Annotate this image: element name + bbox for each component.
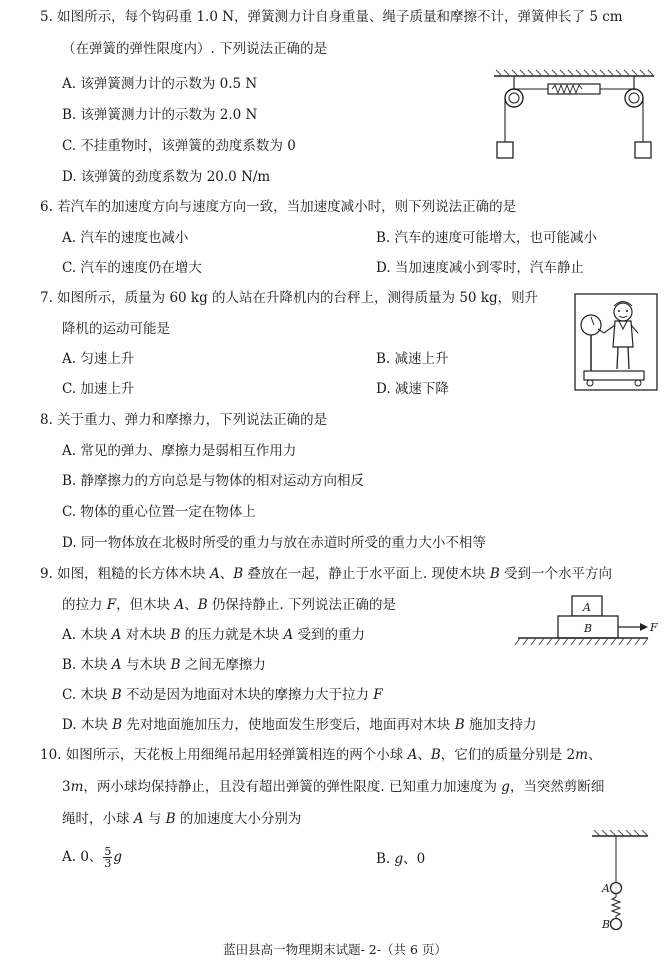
q5-option-c: C. 不挂重物时，该弹簧的劲度系数为 0 [62, 138, 296, 154]
q10-option-a-fraction: $\frac{5}{3}$ [104, 845, 112, 870]
q9-blocks-figure [514, 592, 658, 648]
q7-option-b: B. 减速上升 [376, 351, 449, 367]
q10-option-b: B. g、0 [376, 851, 426, 867]
q6-option-a: A. 汽车的速度也减小 [62, 230, 189, 246]
q7-option-a: A. 匀速上升 [62, 351, 135, 367]
q9-option-a: A. 木块 A 对木块 B 的压力就是木块 A 受到的重力 [62, 627, 366, 643]
q9-fig-label-b: B [583, 622, 593, 635]
q9-fig-label-a: A [583, 601, 591, 614]
q9-fig-label-f: F [650, 621, 658, 634]
q6-option-c: C. 汽车的速度仍在增大 [62, 260, 202, 276]
q9-stem-line1: 9. 如图，粗糙的长方体木块 A、B 叠放在一起，静止于水平面上. 现使木块 B 受到一个水平方向 [40, 566, 613, 582]
q5-spring-scale-figure [490, 68, 658, 162]
q8-option-c: C. 物体的重心位置一定在物体上 [62, 504, 256, 520]
q5-stem-line1: 5. 如图所示，每个钩码重 1.0 N，弹簧测力计自身重量、绳子质量和摩擦不计，弹簧伸长了 5 cm [40, 9, 623, 25]
q8-option-b: B. 静摩擦力的方向总是与物体的相对运动方向相反 [62, 473, 365, 489]
q8-option-a: A. 常见的弹力、摩擦力是弱相互作用力 [62, 443, 297, 459]
q5-option-b: B. 该弹簧测力计的示数为 2.0 N [62, 107, 258, 123]
q10-option-a: A. 0、 $\frac{5}{3}$ g [62, 845, 123, 870]
q6-option-b: B. 汽车的速度可能增大，也可能减小 [376, 230, 598, 246]
q7-option-d: D. 减速下降 [376, 381, 449, 397]
q5-stem-line2: （在弹簧的弹性限度内）. 下列说法正确的是 [62, 41, 328, 57]
q10-fig-label-b: B [602, 918, 611, 931]
q10-spring-balls-figure [590, 830, 650, 940]
q6-option-d: D. 当加速度减小到零时，汽车静止 [376, 260, 584, 276]
q7-elevator-scale-figure [574, 293, 658, 391]
q9-option-b: B. 木块 A 与木块 B 之间无摩擦力 [62, 657, 266, 673]
q7-stem-line1: 7. 如图所示，质量为 60 kg 的人站在升降机内的台秤上，测得质量为 50 kg，则升 [40, 290, 539, 306]
q10-stem-line1: 10. 如图所示，天花板上用细绳吊起用轻弹簧相连的两个小球 A、B，它们的质量分别是 2m、 [40, 747, 602, 763]
q5-option-a: A. 该弹簧测力计的示数为 0.5 N [62, 76, 258, 92]
page-footer: 蓝田县高一物理期末试题- 2-（共 6 页） [223, 942, 447, 957]
q9-stem-line2: 的拉力 F，但木块 A、B 仍保持静止. 下列说法正确的是 [62, 597, 397, 613]
q9-option-c: C. 木块 B 不动是因为地面对木块的摩擦力大于拉力 F [62, 687, 383, 703]
q5-option-d: D. 该弹簧的劲度系数为 20.0 N/m [62, 169, 271, 185]
q9-option-d: D. 木块 B 先对地面施加压力，使地面发生形变后，地面再对木块 B 施加支持力 [62, 717, 537, 733]
q7-option-c: C. 加速上升 [62, 381, 135, 397]
q10-fig-label-a: A [602, 882, 610, 895]
q10-stem-line2: 3m，两小球均保持静止，且没有超出弹簧的弹性限度. 已知重力加速度为 g，当突然剪断细 [62, 779, 605, 795]
q8-option-d: D. 同一物体放在北极时所受的重力与放在赤道时所受的重力大小不相等 [62, 535, 486, 551]
q10-stem-line3: 绳时，小球 A 与 B 的加速度大小分别为 [62, 811, 302, 827]
q6-stem: 6. 若汽车的加速度方向与速度方向一致，当加速度减小时，则下列说法正确的是 [40, 199, 517, 215]
q7-stem-line2: 降机的运动可能是 [62, 321, 170, 337]
q8-stem: 8. 关于重力、弹力和摩擦力，下列说法正确的是 [40, 412, 328, 428]
